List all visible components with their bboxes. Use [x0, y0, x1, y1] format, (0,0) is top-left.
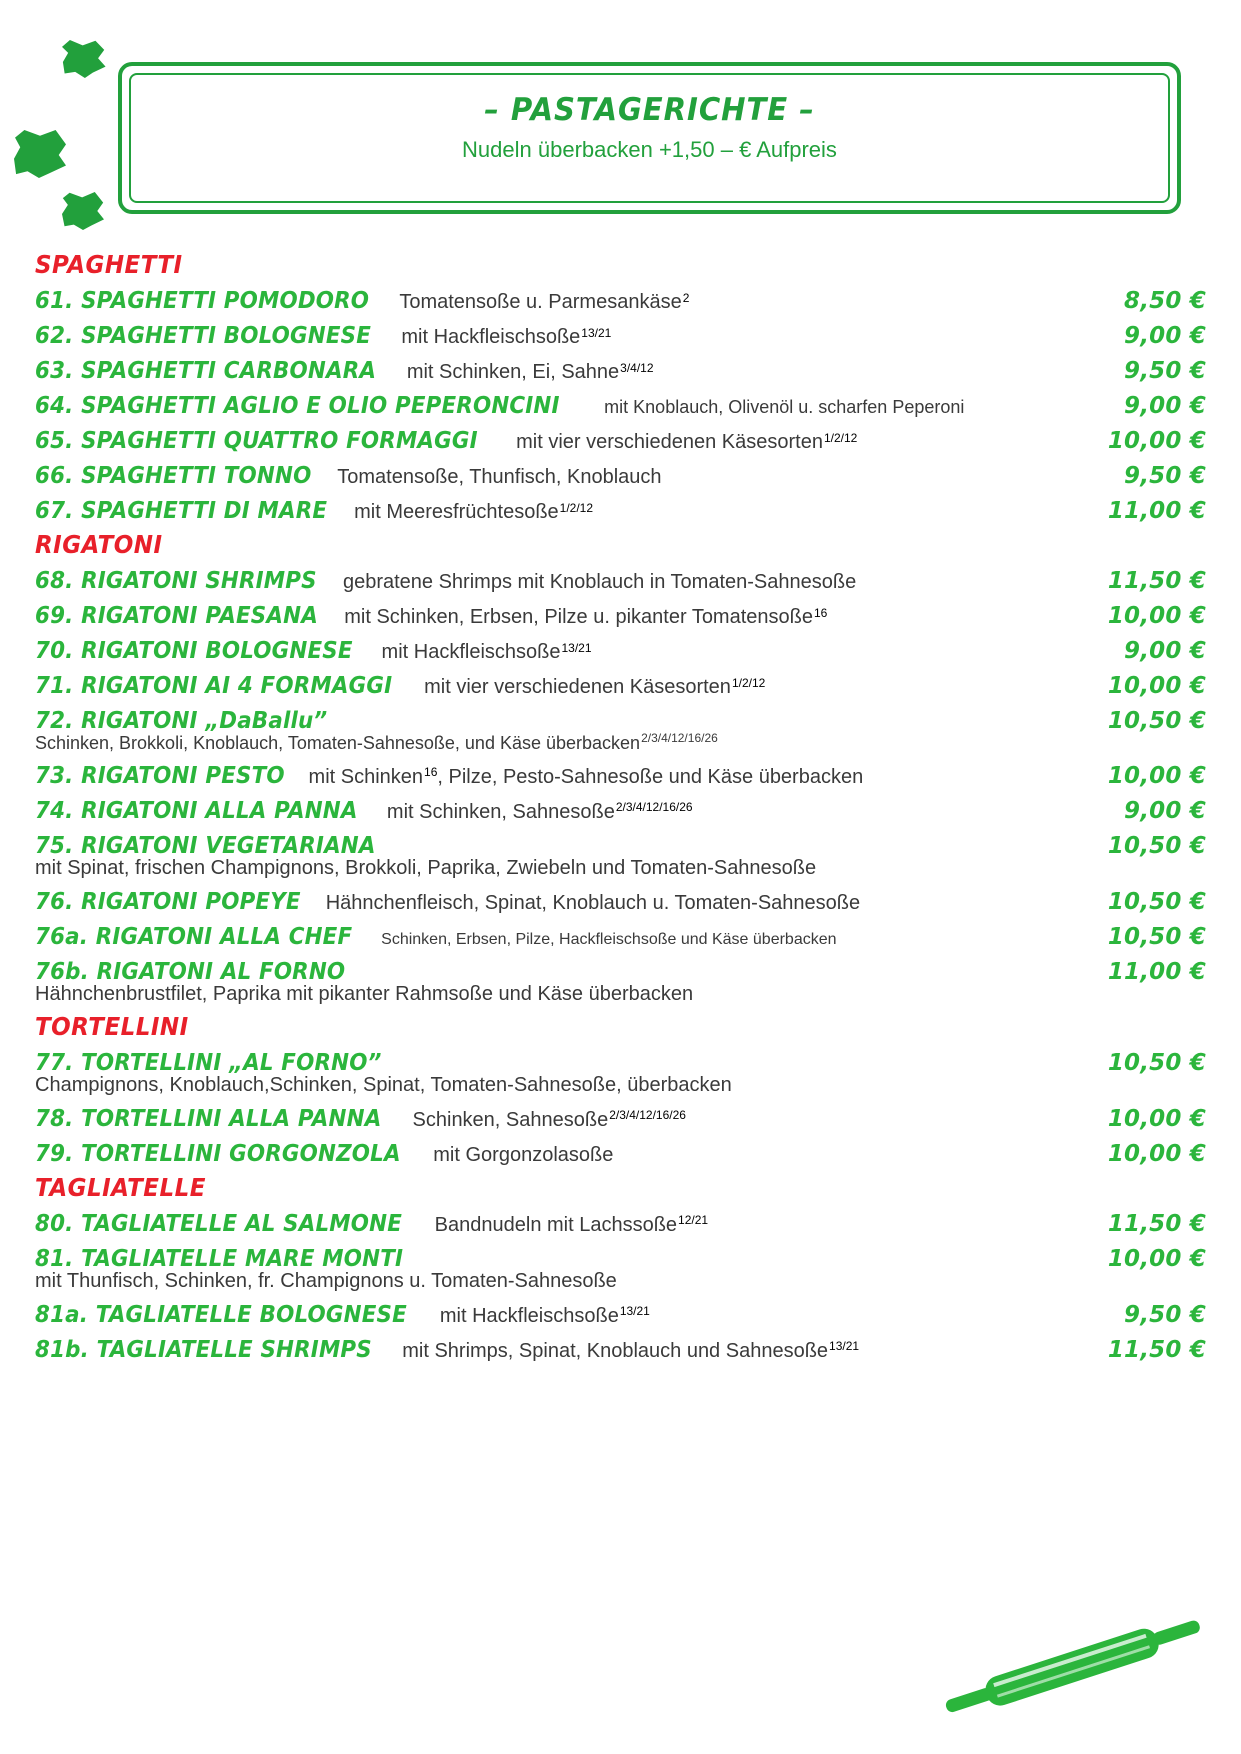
rolling-pin-icon	[923, 1610, 1223, 1730]
allergen-footnote: 3/4/12	[620, 360, 654, 375]
menu-item-description: mit Hackfleischsoße	[439, 1304, 619, 1327]
menu-item-name: 62. SPAGHETTI BOLOGNESE	[35, 323, 372, 349]
menu-item-name: 61. SPAGHETTI POMODORO	[35, 288, 370, 314]
allergen-footnote: 16	[424, 765, 438, 780]
menu-item-description: mit vier verschiedenen Käsesorten	[516, 431, 823, 453]
menu-item-description: mit Hackfleischsoße	[381, 641, 561, 663]
leaf-icon	[62, 192, 104, 230]
menu-item-description: mit Schinken, Sahnesoße	[386, 800, 615, 823]
menu-item-description: mit Meeresfrüchtesoße	[354, 501, 559, 523]
allergen-footnote: 1/2/12	[823, 430, 858, 445]
menu-item	[35, 358, 1206, 384]
leaf-icon	[62, 40, 106, 78]
menu-item-price: 11,50 €	[1107, 568, 1206, 594]
menu-item-price: 9,00 €	[1124, 323, 1206, 349]
menu-item-name: 66. SPAGHETTI TONNO	[35, 463, 312, 489]
menu-item-description-line2-text: mit Spinat, frischen Champignons, Brokkoli, Paprika, Zwiebeln und Tomaten-Sahnesoße	[35, 856, 817, 879]
menu-item	[35, 708, 1206, 754]
menu-item-description: mit Schinken, Ei, Sahne	[406, 361, 620, 383]
allergen-footnote: 2	[682, 290, 690, 305]
menu-item-price: 10,00 €	[1107, 1245, 1206, 1272]
menu-item-name: 74. RIGATONI ALLA PANNA	[35, 797, 358, 824]
menu-item-price: 10,00 €	[1107, 428, 1206, 454]
menu-item-name: 65. SPAGHETTI QUATTRO FORMAGGI	[35, 428, 478, 454]
menu-item-name: 81b. TAGLIATELLE SHRIMPS	[35, 1336, 372, 1363]
menu-item	[35, 1246, 1206, 1293]
allergen-footnote: 2/3/4/12/16/26	[609, 1108, 686, 1123]
menu-item	[35, 323, 1206, 349]
allergen-footnote: 1/2/12	[731, 675, 766, 690]
menu-item	[35, 603, 1206, 629]
menu-item-description: mit Schinken, Erbsen, Pilze u. pikanter Tomatensoße	[344, 606, 813, 628]
menu-item-description: mit Gorgonzolasoße	[433, 1143, 614, 1166]
menu-item-price: 10,00 €	[1107, 762, 1206, 789]
menu-item	[35, 393, 1206, 419]
menu-item-name: 68. RIGATONI SHRIMPS	[35, 568, 317, 594]
menu-item	[35, 833, 1206, 880]
menu-item-description: mit Knoblauch, Olivenöl u. scharfen Peperoni	[604, 397, 965, 417]
menu-item-name: 81. TAGLIATELLE MARE MONTI	[35, 1245, 404, 1272]
menu-item	[35, 798, 1206, 824]
menu-item-price: 9,00 €	[1124, 638, 1206, 664]
menu-item-name: 67. SPAGHETTI DI MARE	[35, 498, 328, 524]
menu-item-name: 76. RIGATONI POPEYE	[35, 888, 301, 915]
menu-item-description-line2-text: mit Thunfisch, Schinken, fr. Champignons u. Tomaten-Sahnesoße	[35, 1269, 617, 1292]
menu-item-description: Tomatensoße u. Parmesankäse	[399, 291, 682, 313]
menu-item-price: 9,50 €	[1124, 463, 1206, 489]
menu-item-price: 9,00 €	[1124, 393, 1206, 419]
menu-item	[35, 1302, 1206, 1328]
menu-item	[35, 568, 1206, 594]
menu-item-price: 11,50 €	[1107, 1210, 1206, 1237]
menu-item-description-line2-text: Champignons, Knoblauch,Schinken, Spinat, Tomaten-Sahnesoße, überbacken	[35, 1073, 732, 1096]
menu-item-price: 10,00 €	[1107, 1105, 1206, 1132]
leaf-icon	[14, 130, 66, 178]
menu-item-description-cont: , Pilze, Pesto-Sahnesoße und Käse überbacken	[437, 765, 864, 788]
menu-item	[35, 1211, 1206, 1237]
allergen-footnote: 2/3/4/12/16/26	[615, 800, 693, 815]
menu-item	[35, 889, 1206, 915]
menu-item-description: Tomatensoße, Thunfisch, Knoblauch	[337, 466, 662, 488]
menu-item-description: mit vier verschiedenen Käsesorten	[424, 676, 731, 698]
menu-item	[35, 1106, 1206, 1132]
menu-item-price: 10,50 €	[1107, 888, 1206, 915]
menu-item	[35, 1337, 1206, 1363]
menu-item-price: 8,50 €	[1124, 288, 1206, 314]
menu-item-price: 11,50 €	[1107, 1336, 1206, 1363]
allergen-footnote: 12/21	[678, 1213, 709, 1228]
menu-item-name: 70. RIGATONI BOLOGNESE	[35, 638, 353, 664]
menu-item-price: 10,00 €	[1107, 1140, 1206, 1167]
allergen-footnote: 2/3/4/12/16/26	[641, 731, 718, 745]
menu-item-description: Hähnchenfleisch, Spinat, Knoblauch u. Tomaten-Sahnesoße	[325, 891, 861, 914]
menu-item-price: 10,50 €	[1107, 832, 1206, 859]
menu-item-name: 77. TORTELLINI „AL FORNO”	[35, 1049, 382, 1076]
allergen-footnote: 16	[813, 605, 828, 620]
menu-body	[35, 250, 1206, 1363]
menu-item-description-line2	[35, 983, 1206, 1006]
menu-item-description-line2	[35, 1074, 1206, 1097]
menu-item-name: 73. RIGATONI PESTO	[35, 762, 285, 789]
allergen-footnote: 1/2/12	[559, 500, 594, 515]
menu-item-description: gebratene Shrimps mit Knoblauch in Tomaten-Sahnesoße	[342, 571, 857, 593]
menu-item-name: 72. RIGATONI „DaBallu”	[35, 708, 328, 734]
menu-item-description-line2	[35, 857, 1206, 880]
menu-item-name: 78. TORTELLINI ALLA PANNA	[35, 1105, 382, 1132]
menu-item-name: 71. RIGATONI AI 4 FORMAGGI	[35, 673, 393, 699]
menu-item	[35, 924, 1206, 950]
menu-item-name: 79. TORTELLINI GORGONZOLA	[35, 1140, 401, 1167]
menu-item-name: 81a. TAGLIATELLE BOLOGNESE	[35, 1301, 407, 1328]
menu-item-description: Schinken, Erbsen, Pilze, Hackfleischsoße und Käse überbacken	[381, 930, 837, 948]
menu-item-description: mit Schinken	[308, 765, 424, 788]
menu-item-name: 75. RIGATONI VEGETARIANA	[35, 832, 376, 859]
menu-item-price: 11,00 €	[1107, 958, 1206, 985]
menu-category-heading: RIGATONI	[35, 530, 163, 559]
allergen-footnote: 13/21	[561, 640, 592, 655]
menu-item-price: 10,00 €	[1107, 603, 1206, 629]
menu-item-price: 10,50 €	[1107, 923, 1206, 950]
menu-category-heading: SPAGHETTI	[35, 250, 183, 279]
menu-item-name: 64. SPAGHETTI AGLIO E OLIO PEPERONCINI	[35, 393, 560, 419]
menu-item-price: 10,50 €	[1107, 708, 1206, 734]
menu-item	[35, 1050, 1206, 1097]
menu-item-description-line2	[35, 1270, 1206, 1293]
menu-item-description: Bandnudeln mit Lachssoße	[434, 1213, 678, 1236]
menu-item-price: 11,00 €	[1107, 498, 1206, 524]
menu-item-price: 9,50 €	[1124, 358, 1206, 384]
header-banner	[118, 62, 1181, 214]
menu-category-heading: TAGLIATELLE	[35, 1172, 206, 1202]
menu-item-description: mit Shrimps, Spinat, Knoblauch und Sahnesoße	[402, 1339, 829, 1362]
menu-item	[35, 763, 1206, 789]
menu-item-price: 9,00 €	[1124, 797, 1206, 824]
menu-item-price: 10,00 €	[1107, 673, 1206, 699]
menu-item-name: 63. SPAGHETTI CARBONARA	[35, 358, 377, 384]
page-subtitle: Nudeln überbacken +1,50 – € Aufpreis	[462, 137, 837, 162]
allergen-footnote: 13/21	[829, 1339, 860, 1354]
menu-item	[35, 673, 1206, 699]
menu-item	[35, 498, 1206, 524]
menu-item-description-line2-text: Hähnchenbrustfilet, Paprika mit pikanter Rahmsoße und Käse überbacken	[35, 982, 694, 1005]
menu-item-description: mit Hackfleischsoße	[401, 326, 581, 348]
menu-category-heading: TORTELLINI	[35, 1011, 189, 1041]
menu-item-price: 9,50 €	[1124, 1301, 1206, 1328]
menu-item-description-line2-text: Schinken, Brokkoli, Knoblauch, Tomaten-Sahnesoße, und Käse überbacken	[35, 733, 641, 753]
menu-item-description-line2	[35, 732, 1206, 754]
menu-item	[35, 1141, 1206, 1167]
menu-item	[35, 638, 1206, 664]
page-title: – PASTAGERICHTE –	[484, 92, 815, 128]
menu-item-name: 69. RIGATONI PAESANA	[35, 603, 318, 629]
menu-item	[35, 959, 1206, 1006]
menu-header	[0, 0, 1241, 245]
menu-item	[35, 463, 1206, 489]
allergen-footnote: 13/21	[581, 325, 612, 340]
menu-item-name: 80. TAGLIATELLE AL SALMONE	[35, 1210, 403, 1237]
menu-item	[35, 288, 1206, 314]
allergen-footnote: 13/21	[619, 1304, 650, 1319]
menu-item-name: 76b. RIGATONI AL FORNO	[35, 958, 346, 985]
menu-item-price: 10,50 €	[1107, 1049, 1206, 1076]
menu-item	[35, 428, 1206, 454]
menu-item-description: Schinken, Sahnesoße	[412, 1108, 609, 1131]
menu-item-name: 76a. RIGATONI ALLA CHEF	[35, 923, 353, 950]
